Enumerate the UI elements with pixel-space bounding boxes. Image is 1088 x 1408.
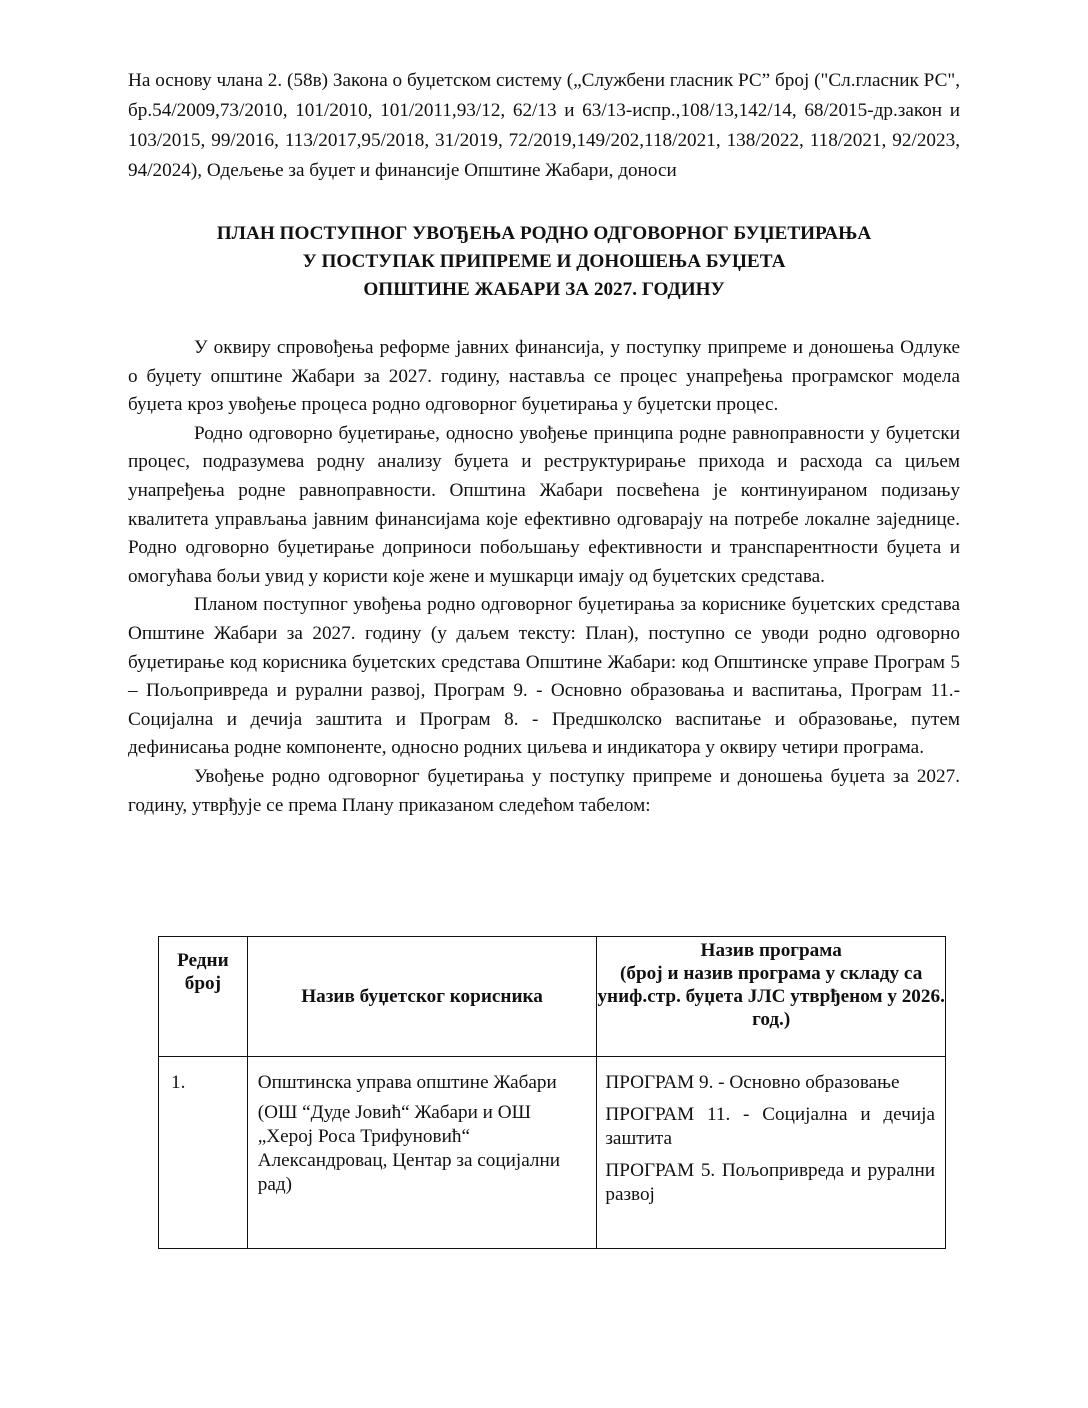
title-line-2: У ПОСТУПАК ПРИПРЕМЕ И ДОНОШЕЊА БУЏЕТА (302, 251, 786, 272)
document-page (128, 66, 960, 820)
paragraph-reform: У оквиру спровођења реформе јавних финансија, у поступку припреме и доношења Одлуке о буџету општине Жабари за 2027. годину, наставља се процес унапређења програмског модела буџета кроз увођење процеса родно одговорног буџетирања у буџетски процес. (128, 337, 960, 416)
title-line-3: ОПШТИНЕ ЖАБАРИ ЗА 2027. ГОДИНУ (363, 279, 725, 300)
paragraph-table-intro: Увођење родно одговорног буџетирања у поступку припреме и доношења буџета за 2027. годину, утврђује се према Плану приказаном следећом табелом: (128, 765, 960, 816)
row-programs (597, 1057, 946, 1249)
row-ordinal: 1. (159, 1057, 248, 1249)
header-budget-user: Назив буџетског корисника (247, 937, 597, 1057)
paragraph-plan: Планом поступног увођења родно одговорног буџетирања за кориснике буџетских средстава Општине Жабари за 2027. годину (у даљем тексту: План), поступно се уводи родно одговорно буџетирање код корисника буџетских средстава Општине Жабари: код Општинске управе Програм 5 – Пољопривреда и рурални развој, Програм 9. - Основно образовања и васпитања, Програм 11.- Социјална и дечија заштита и Програм 8. - Предшколско васпитање и образовање, путем дефинисања родне компоненте, односно родних циљева и индикатора у оквиру четири програма. (128, 594, 960, 759)
document-title (128, 220, 960, 304)
budget-user-subunits: (ОШ “Дуде Јовић“ Жабари и ОШ „Херој Роса Трифуновић“ Александровац, Центар за социјални рад) (257, 1102, 561, 1195)
budget-user-name: Општинска управа општине Жабари (257, 1072, 557, 1093)
plan-table (158, 936, 946, 1249)
row-budget-user (247, 1057, 597, 1249)
intro-paragraph: На основу члана 2. (58в) Закона о буџетском систему („Службени гласник РС” број ("Сл.гласник РС", бр.54/2009,73/2010, 101/2010, 101/2011,93/12, 62/13 и 63/13-испр.,108/13,142/14, 68/2015-др.закон и 103/2015, 99/2016, 113/2017,95/2018, 31/2019, 72/2019,149/202,118/2021, 138/2022, 118/2021, 92/2023, 94/2024), Одељење за буџет и финансије Општине Жабари, доноси (128, 70, 960, 181)
title-line-1: ПЛАН ПОСТУПНОГ УВОЂЕЊА РОДНО ОДГОВОРНОГ БУЏЕТИРАЊА (216, 223, 872, 244)
program-item: ПРОГРАМ 11. - Социјална и дечија заштита (605, 1104, 935, 1149)
header-program-note: (број и назив програма у складу са униф.стр. буџета ЈЛС утврђеном у 2026. год.) (597, 963, 945, 1030)
header-ordinal: Редни број (159, 937, 248, 1057)
paragraph-gender-budgeting: Родно одговорно буџетирање, односно увођење принципа родне равноправности у буџетски процес, подразумева родну анализу буџета и реструктурирање прихода и расхода са циљем унапређења родне равноправности. Општина Жабари посвећена је континуираном подизању квалитета управљања јавним финансијама које ефективно одговарају на потребе локалне заједнице. Родно одговорно буџетирање доприноси побољшању ефективности и транспарентности буџета и омогућава бољи увид у користи које жене и мушкарци имају од буџетских средстава. (128, 422, 960, 587)
header-program (597, 937, 946, 1057)
program-item: ПРОГРАМ 5. Пољопривреда и рурални развој (605, 1160, 935, 1205)
program-item: ПРОГРАМ 9. - Основно образовање (605, 1072, 900, 1093)
table-row (159, 1057, 946, 1249)
table-header-row (159, 937, 946, 1057)
body-text (128, 334, 960, 820)
header-program-title: Назив програма (700, 940, 842, 961)
